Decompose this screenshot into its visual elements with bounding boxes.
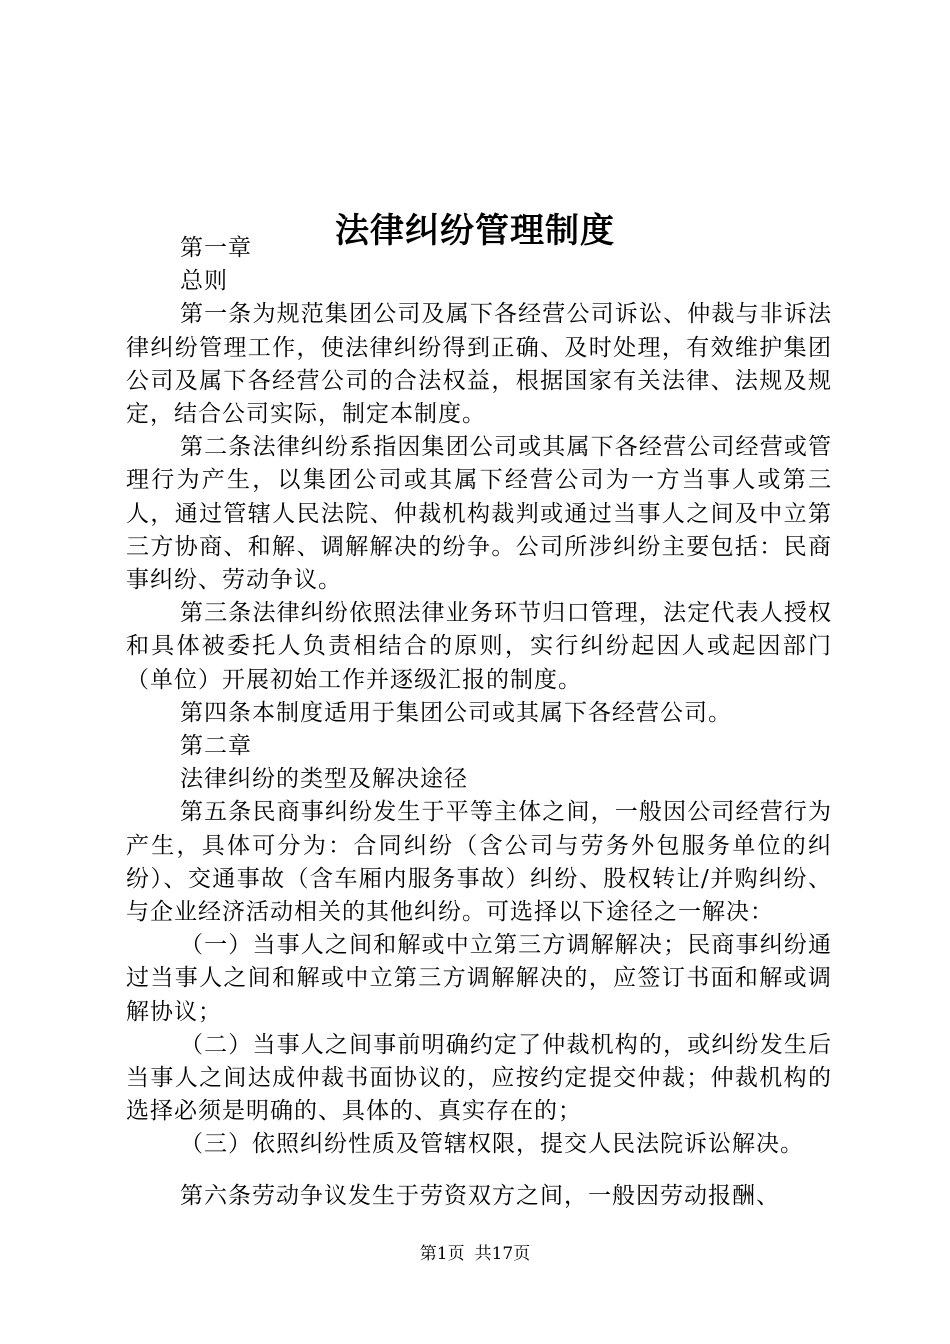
article-paragraph: 第五条民商事纠纷发生于平等主体之间，一般因公司经营行为产生，具体可分为：合同纠纷（含公司与劳务外包服务单位的纠纷）、交通事故（含车厢内服务事故）纠纷、股权转让/并购纠纷、与企业经济活动相关的其他纠纷。可选择以下途径之一解决： [126, 799, 832, 926]
article-paragraph: 第三条法律纠纷依照法律业务环节归口管理，法定代表人授权和具体被委托人负责相结合的原则，实行纠纷起因人或起因部门（单位）开展初始工作并逐级汇报的制度。 [126, 600, 832, 693]
chapter-title: 法律纠纷的类型及解决途径 [180, 766, 468, 793]
article-paragraph: 第二条法律纠纷系指因集团公司或其属下各经营公司经营或管理行为产生，以集团公司或其属下经营公司为一方当事人或第三人，通过管辖人民法院、仲裁机构裁判或通过当事人之间及中立第三方协商、和解、调解解决的纷争。公司所涉纠纷主要包括：民商事纠纷、劳动争议。 [126, 434, 832, 594]
chapter-title: 总则 [180, 268, 228, 295]
page-number: 第1页 [419, 1244, 465, 1264]
list-item: （二）当事人之间事前明确约定了仲裁机构的，或纠纷发生后当事人之间达成仲裁书面协议的，应按约定提交仲裁；仲裁机构的选择必须是明确的、具体的、真实存在的； [126, 1031, 832, 1125]
article-paragraph: 第四条本制度适用于集团公司或其属下各经营公司。 [180, 699, 732, 726]
list-item: （三）依照纠纷性质及管辖权限，提交人民法院诉讼解决。 [180, 1131, 804, 1158]
document-title: 法律纠纷管理制度 [335, 210, 615, 251]
page-footer [0, 1242, 950, 1266]
page-total: 共17页 [474, 1244, 531, 1264]
chapter-heading: 第二章 [180, 733, 252, 760]
article-paragraph: 第一条为规范集团公司及属下各经营公司诉讼、仲裁与非诉法律纠纷管理工作，使法律纠纷得到正确、及时处理，有效维护集团公司及属下各经营公司的合法权益，根据国家有关法律、法规及规定，结合公司实际，制定本制度。 [126, 301, 832, 428]
chapter-heading: 第一章 [180, 235, 252, 261]
list-item: （一）当事人之间和解或中立第三方调解解决；民商事纠纷通过当事人之间和解或中立第三方调解解决的，应签订书面和解或调解协议； [126, 932, 832, 1025]
article-paragraph: 第六条劳动争议发生于劳资双方之间，一般因劳动报酬、 [180, 1182, 780, 1209]
document-body [126, 232, 832, 1213]
